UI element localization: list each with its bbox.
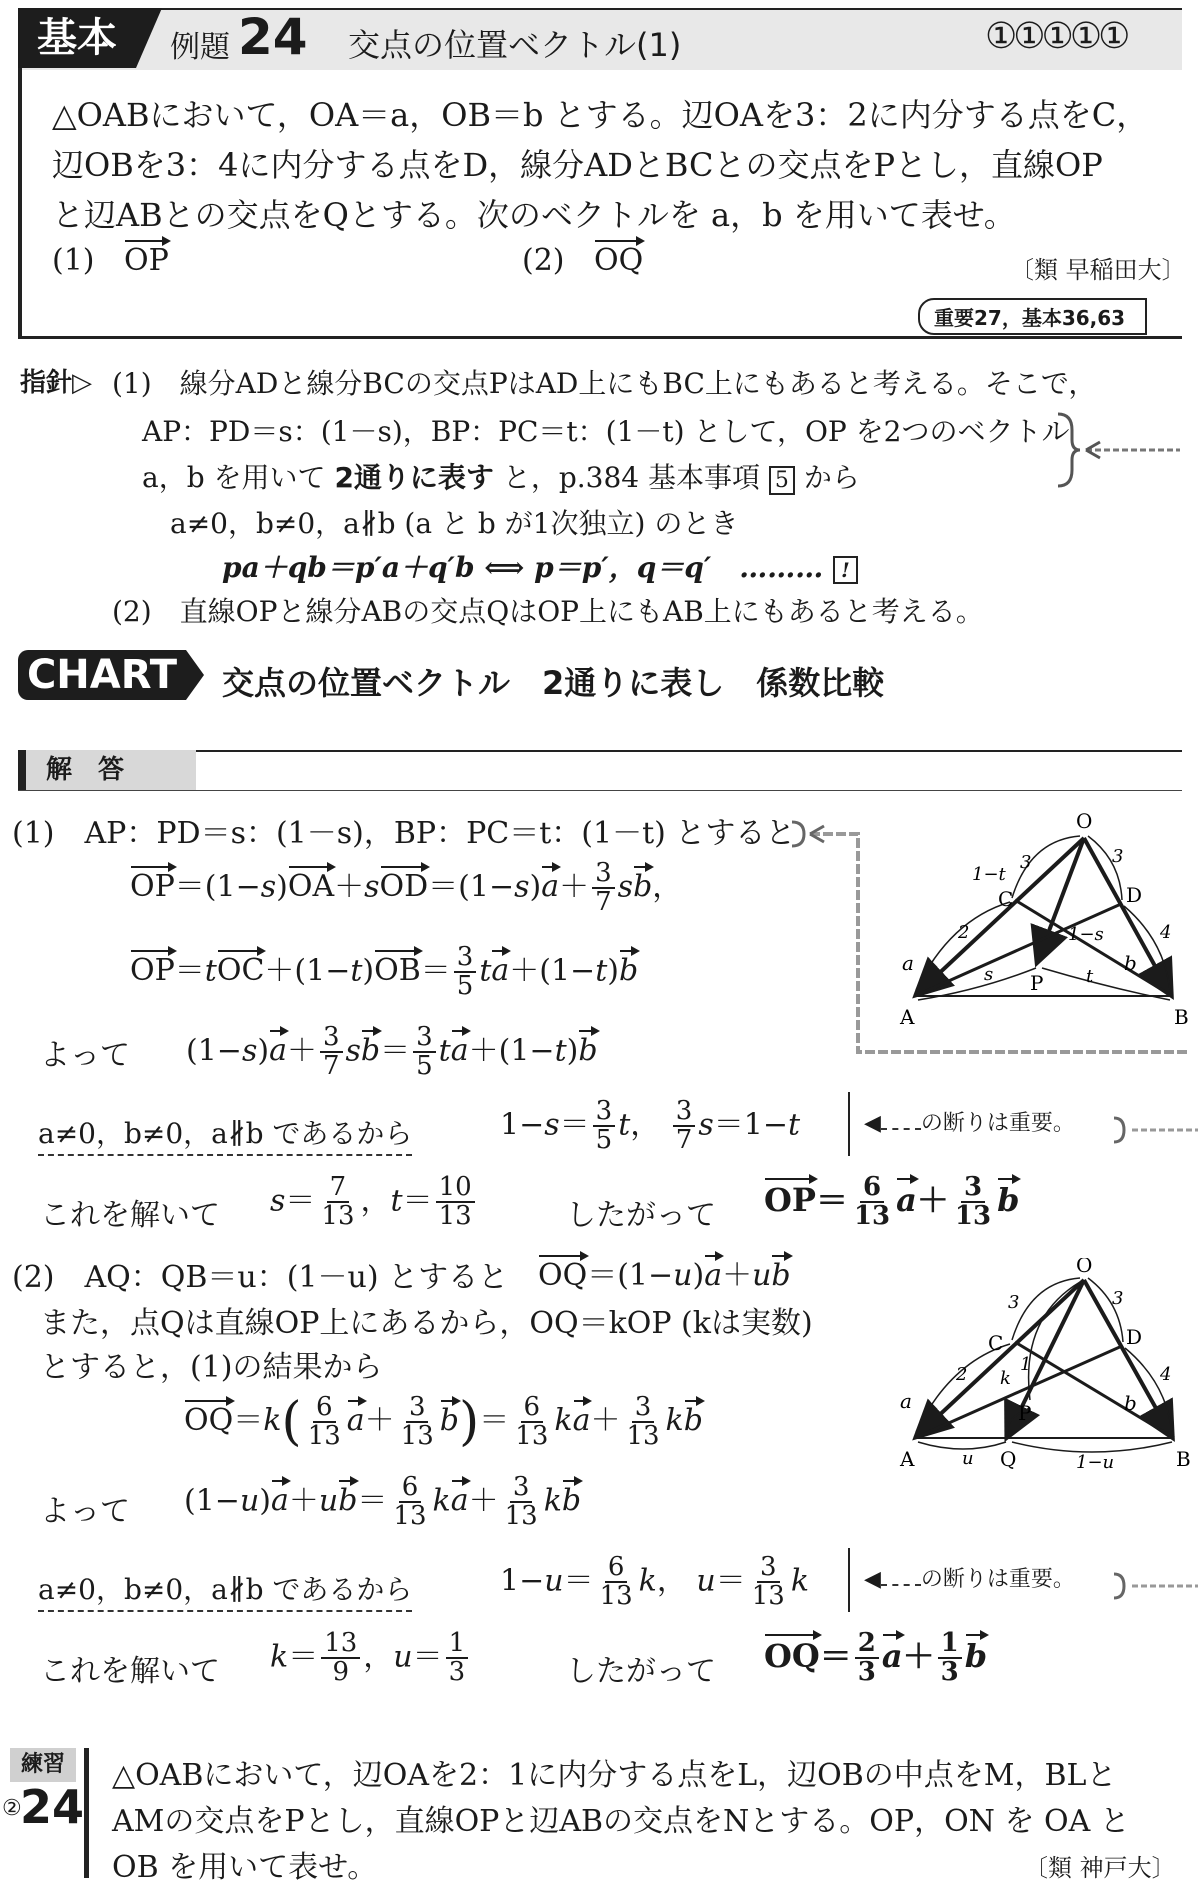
part2-yotte: よって <box>40 1494 130 1529</box>
problem-source: 〔類 早稲田大〕 <box>1010 256 1186 284</box>
label-k: k <box>1000 1368 1011 1389</box>
side-note-1: ◀ の断りは重要。 <box>848 1092 1075 1156</box>
figure-2 <box>880 1258 1200 1498</box>
label-p: P <box>1030 971 1044 995</box>
label-vec-b: b <box>1124 1391 1137 1415</box>
label-3-right: 3 <box>1112 1288 1124 1309</box>
reference-tag: 重要27，基本36,63 <box>918 298 1147 335</box>
label-o: O <box>1076 1258 1093 1277</box>
part1-therefore: したがって <box>566 1198 716 1233</box>
label-a: A <box>900 1005 915 1029</box>
label-d: D <box>1126 1325 1143 1349</box>
part2-line2: また，点Qは直線OP上にあるから，OQ＝kOP (kは実数) <box>40 1306 813 1341</box>
practice-label: 練習 <box>10 1748 76 1782</box>
question-2 <box>522 238 643 278</box>
part2-line3: とすると，(1)の結果から <box>40 1350 383 1385</box>
arc-ca <box>916 1344 1010 1432</box>
problem-line-3: と辺ABとの交点をQとする。次のベクトルを a，b を用いて表せ。 <box>52 196 1016 234</box>
hint-line-1: (1) 線分ADと線分BCの交点PはAD上にもBC上にもあると考える。そこで， <box>112 367 1097 400</box>
label-s: s <box>984 964 994 985</box>
triangle-left-icon: ◀ <box>864 1111 881 1136</box>
hint-line-3: a，b を用いて 2通りに表す と，p.384 基本事項 5 から <box>142 461 860 494</box>
label-vec-a: a <box>902 951 914 975</box>
label-b: B <box>1174 1005 1189 1029</box>
example-title: 交点の位置ベクトル(1) <box>348 26 682 64</box>
arc-qb <box>1012 1442 1172 1452</box>
question-2-vector: OQ <box>594 238 643 276</box>
triangle-left-icon: ◀ <box>864 1567 881 1592</box>
segment-bc <box>1015 1342 1174 1438</box>
side-connector-arrow-1 <box>1110 1110 1200 1150</box>
practice-number: 24 <box>20 1780 85 1834</box>
label-1-minus-t: 1−t <box>972 864 1006 885</box>
part2-condition: a≠0，b≠0，a∦b であるから <box>38 1568 412 1612</box>
label-3-left: 3 <box>1008 1292 1020 1313</box>
part1-condition: a≠0，b≠0，a∦b であるから <box>38 1112 412 1156</box>
label-2: 2 <box>956 1364 968 1385</box>
label-q: Q <box>1000 1447 1017 1471</box>
difficulty-rating: ①①①①① <box>985 16 1127 57</box>
part1-solution: s＝ $\frac{7}{13}$ ，t＝ $\frac{10}{13}$ <box>270 1174 478 1231</box>
kihon-label: 基本 <box>18 8 136 68</box>
part1-result: OP＝ $\frac{6}{13}$ a＋ $\frac{3}{13}$ b <box>764 1172 1020 1232</box>
hint-bracket-icon <box>1050 410 1190 490</box>
label-1-minus-u: 1−u <box>1076 1452 1115 1473</box>
vector-a-line <box>918 1280 1084 1435</box>
label-o: O <box>1076 810 1093 833</box>
part2-eq3: (1−u)a＋ub＝ $\frac{6}{13}$ ka＋ $\frac{3}{13}$ kb <box>184 1472 582 1532</box>
part1-eq4: 1−s＝ $\frac{3}{5}$ t， $\frac{3}{7}$ s＝1−t <box>500 1096 801 1156</box>
arc-ca <box>916 902 1010 990</box>
part2-eq4: 1−u＝ $\frac{6}{13}$ k， u＝ $\frac{3}{13}$ k <box>500 1552 809 1612</box>
part2-result: OQ＝ $\frac{2}{3}$ a＋ $\frac{1}{3}$ b <box>764 1628 988 1688</box>
hint-line-2: AP：PD＝s：(1－s)，BP：PC＝t：(1－t) として，OP を2つのベクトル <box>142 415 1070 448</box>
side-connector-arrow-2 <box>1110 1566 1200 1606</box>
chart-label-point <box>186 650 204 700</box>
chart-label: CHART <box>18 650 186 700</box>
hint-line-5: pa＋qb＝p′a＋q′b ⟺ p＝p′，q＝q′ ……… ! <box>222 546 858 586</box>
practice-line-2: AMの交点をPとし，直線OPと辺ABの交点をNとする。OP，ON を OA と <box>112 1804 1130 1839</box>
item-number-box: 5 <box>769 466 795 495</box>
label-u: u <box>962 1448 974 1469</box>
part1-eq2: OP＝tOC＋(1−t)OB＝ $\frac{3}{5}$ ta＋(1−t)b <box>130 942 639 1002</box>
label-c: C <box>988 1331 1004 1355</box>
practice-divider <box>84 1748 89 1878</box>
part2-intro: (2) AQ：QB＝u：(1－u) とすると <box>12 1260 509 1295</box>
hint-mark-box: ! <box>833 556 858 584</box>
answer-rule-bottom <box>18 790 1182 791</box>
label-4: 4 <box>1160 1364 1172 1385</box>
hint-line-4: a≠0，b≠0，a∦b (a と b が1次独立) のとき <box>170 507 739 540</box>
two-ways-emphasis: 2通りに表す <box>334 461 494 494</box>
label-c: C <box>998 887 1014 911</box>
label-t: t <box>1086 966 1094 987</box>
label-1-minus-s: 1−s <box>1068 924 1104 945</box>
part1-solve: これを解いて <box>40 1198 220 1233</box>
label-3-right: 3 <box>1112 846 1124 867</box>
part1-eq3: (1−s)a＋ $\frac{3}{7}$ sb＝ $\frac{3}{5}$ ta＋(1−t)b <box>186 1022 598 1082</box>
question-1-number: (1) <box>52 243 95 278</box>
arc-db <box>1125 1348 1172 1432</box>
question-1 <box>52 238 169 278</box>
part1-eq1: OP＝(1−s)OA＋sOD＝(1−s)a＋ $\frac{3}{7}$ sb， <box>130 858 683 918</box>
part2-eq2: OQ＝k( $\frac{6}{13}$ a＋ $\frac{3}{13}$ b)＝ $\frac{6}{13}$ ka＋ $\frac{3}{13}$ kb <box>184 1391 703 1452</box>
chart-text: 交点の位置ベクトル 2通りに表し 係数比較 <box>222 664 885 702</box>
hint-line-6: (2) 直線OPと線分ABの交点QはOP上にもAB上にもあると考える。 <box>112 595 984 628</box>
label-vec-b: b <box>1124 951 1137 975</box>
problem-line-2: 辺OBを3：4に内分する点をD，線分ADとBCとの交点をPとし，直線OP <box>52 146 1103 184</box>
reidai-label: 例題 <box>170 30 230 65</box>
hint-label: 指針▷ <box>20 368 93 398</box>
label-3-left: 3 <box>1020 852 1032 873</box>
vector-a-line <box>918 838 1084 993</box>
question-2-number: (2) <box>522 243 565 278</box>
practice-line-3: OB を用いて表せ。 <box>112 1850 378 1885</box>
practice-difficulty: ② <box>2 1796 22 1821</box>
hint-arrow-icon: ▷ <box>72 368 93 398</box>
figure-1 <box>880 810 1200 1040</box>
label-d: D <box>1126 883 1143 907</box>
problem-line-1: △OABにおいて，OA＝a，OB＝b とする。辺OAを3：2に内分する点をC， <box>52 96 1149 134</box>
label-1: 1 <box>1020 1354 1032 1375</box>
practice-source: 〔類 神戸大〕 <box>1024 1854 1176 1882</box>
part1-intro: (1) AP：PD＝s：(1－s)，BP：PC＝t：(1－t) とすると <box>12 816 796 851</box>
label-2: 2 <box>958 922 970 943</box>
label-a: A <box>900 1447 915 1471</box>
kihon-slant <box>136 8 162 68</box>
label-vec-a: a <box>900 1389 912 1413</box>
label-4: 4 <box>1160 922 1172 943</box>
practice-line-1: △OABにおいて，辺OAを2：1に内分する点をL，辺OBの中点をM，BLと <box>112 1758 1117 1793</box>
part2-therefore: したがって <box>566 1654 716 1689</box>
label-p: P <box>1018 1401 1032 1425</box>
part2-eq1: OQ＝(1−u)a＋ub <box>538 1250 791 1294</box>
example-number: 24 <box>238 8 308 66</box>
question-1-vector: OP <box>124 238 169 276</box>
part1-yotte: よって <box>40 1038 130 1073</box>
answer-label: 解 答 <box>18 750 196 790</box>
label-b: B <box>1176 1447 1191 1471</box>
part2-solve: これを解いて <box>40 1654 220 1689</box>
side-note-2: ◀ の断りは重要。 <box>848 1548 1075 1612</box>
part2-solution: k＝ $\frac{13}{9}$ ，u＝ $\frac{1}{3}$ <box>270 1630 471 1687</box>
